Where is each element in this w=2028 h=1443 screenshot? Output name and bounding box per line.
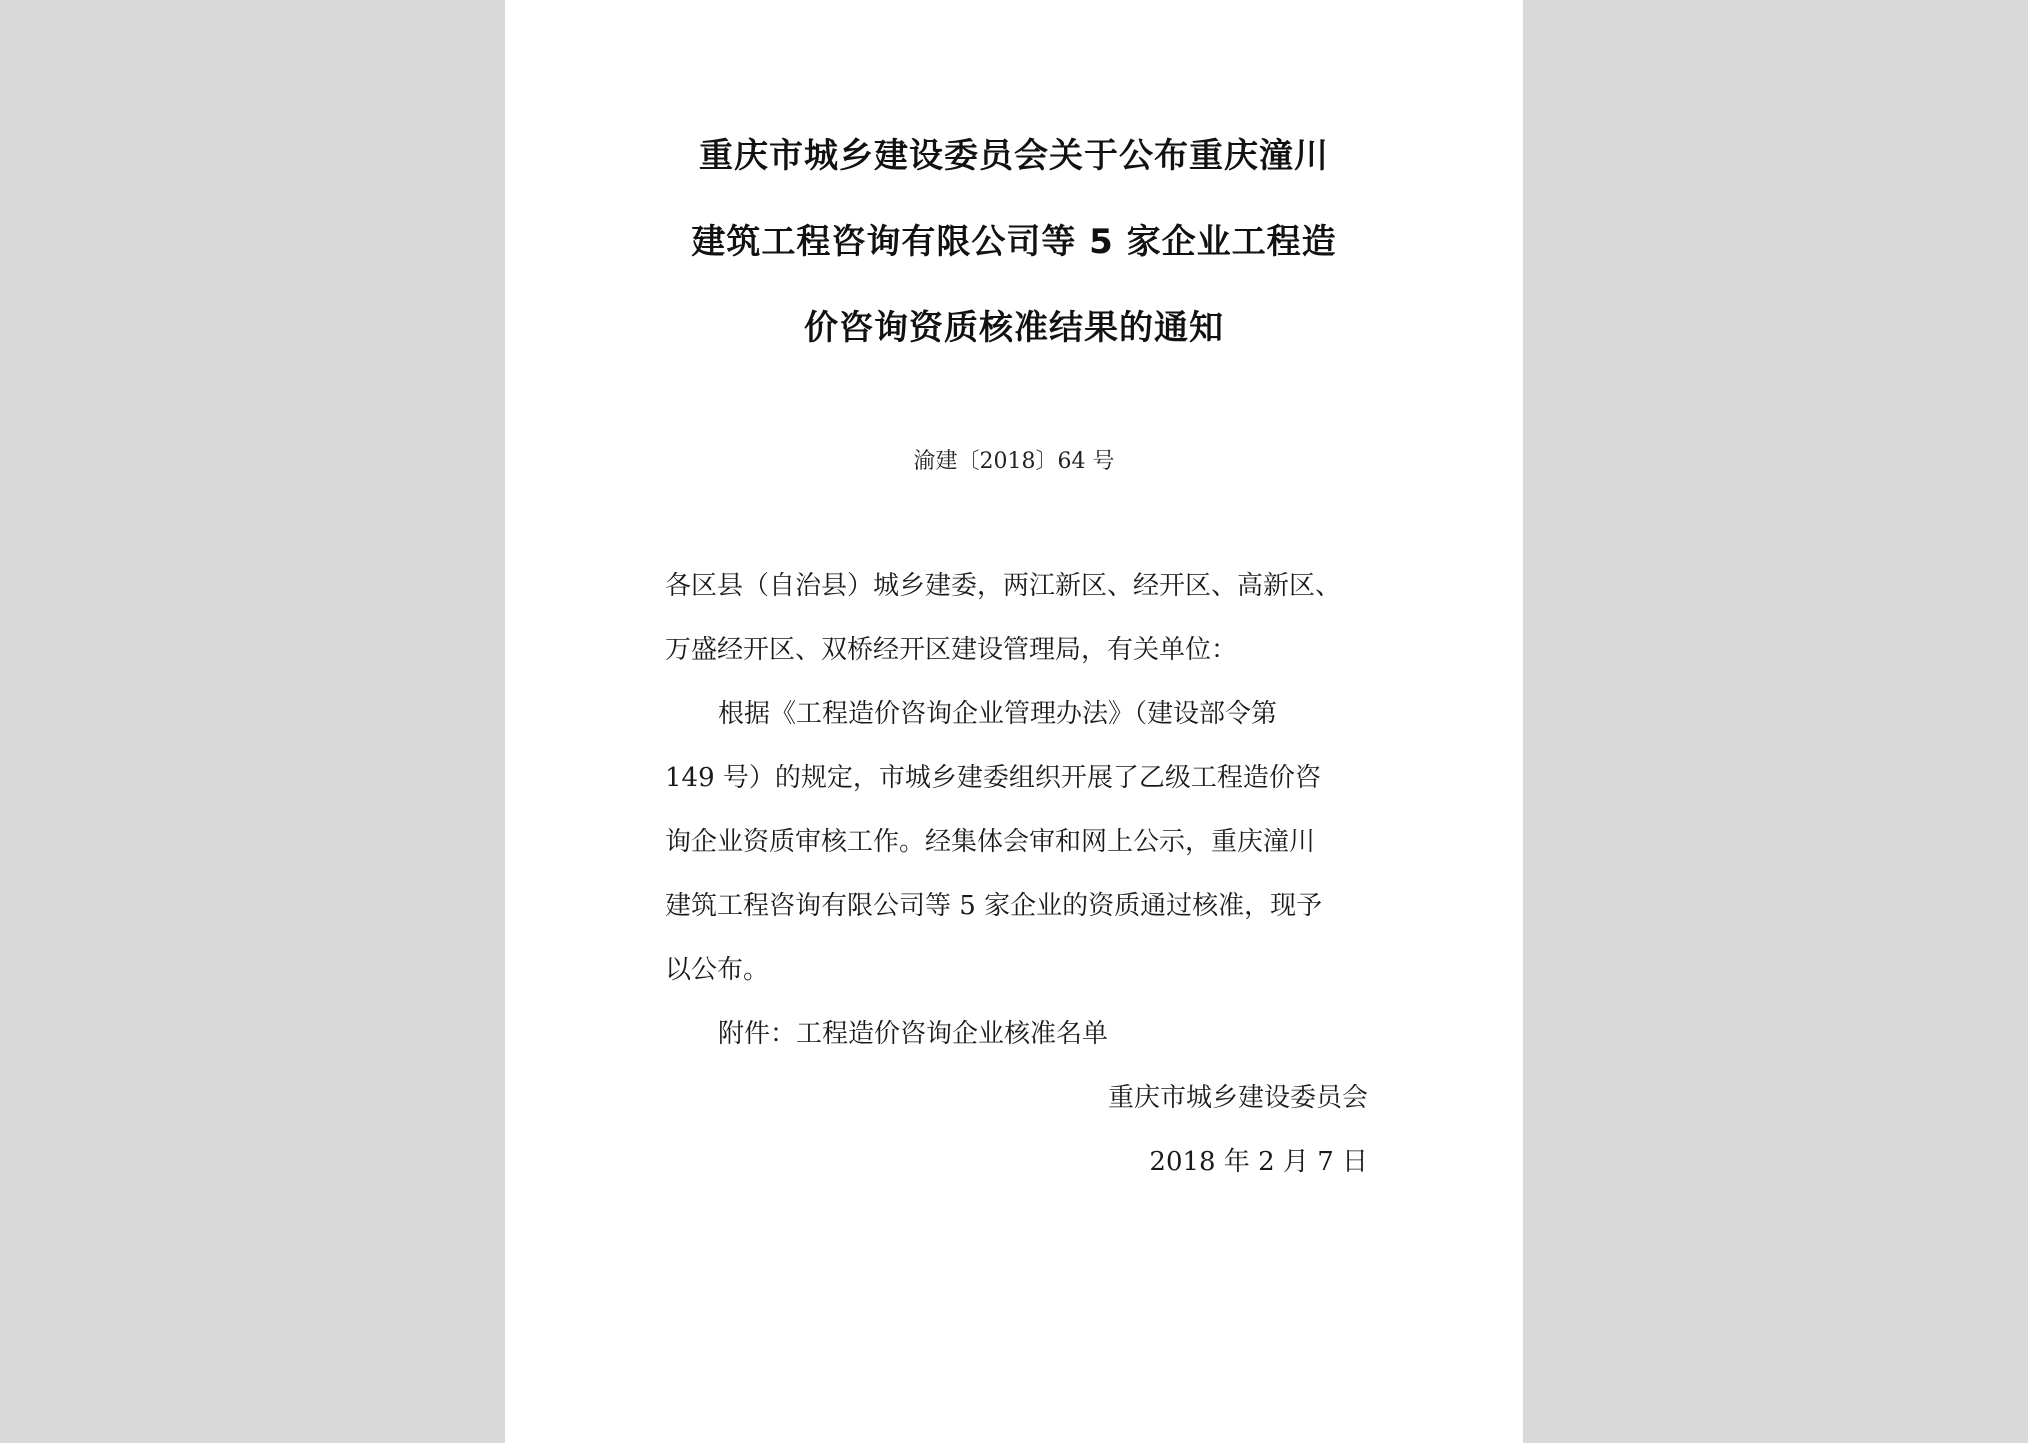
title-line-2: 建筑工程咨询有限公司等 5 家企业工程造	[691, 222, 1337, 262]
body-line-2: 149 号）的规定，市城乡建委组织开展了乙级工程造价咨	[665, 763, 1321, 793]
addressee-line-1: 各区县（自治县）城乡建委，两江新区、经开区、高新区、	[665, 571, 1342, 601]
body-line-4: 建筑工程咨询有限公司等 5 家企业的资质通过核准，现予	[665, 891, 1323, 921]
signature-date: 2018 年 2 月 7 日	[1149, 1147, 1368, 1177]
document-number: 渝建〔2018〕64 号	[913, 449, 1115, 474]
addressee-line-2: 万盛经开区、双桥经开区建设管理局，有关单位：	[665, 635, 1238, 665]
attachment-line: 附件：工程造价咨询企业核准名单	[718, 1019, 1109, 1049]
body-line-1: 根据《工程造价咨询企业管理办法》（建设部令第	[718, 699, 1278, 729]
title-line-1: 重庆市城乡建设委员会关于公布重庆潼川	[699, 136, 1329, 176]
document-page	[505, 0, 1523, 1443]
title-line-3: 价咨询资质核准结果的通知	[804, 308, 1224, 348]
signature-organization: 重庆市城乡建设委员会	[1107, 1083, 1368, 1113]
body-line-5: 以公布。	[665, 955, 770, 985]
body-line-3: 询企业资质审核工作。经集体会审和网上公示，重庆潼川	[665, 827, 1316, 857]
